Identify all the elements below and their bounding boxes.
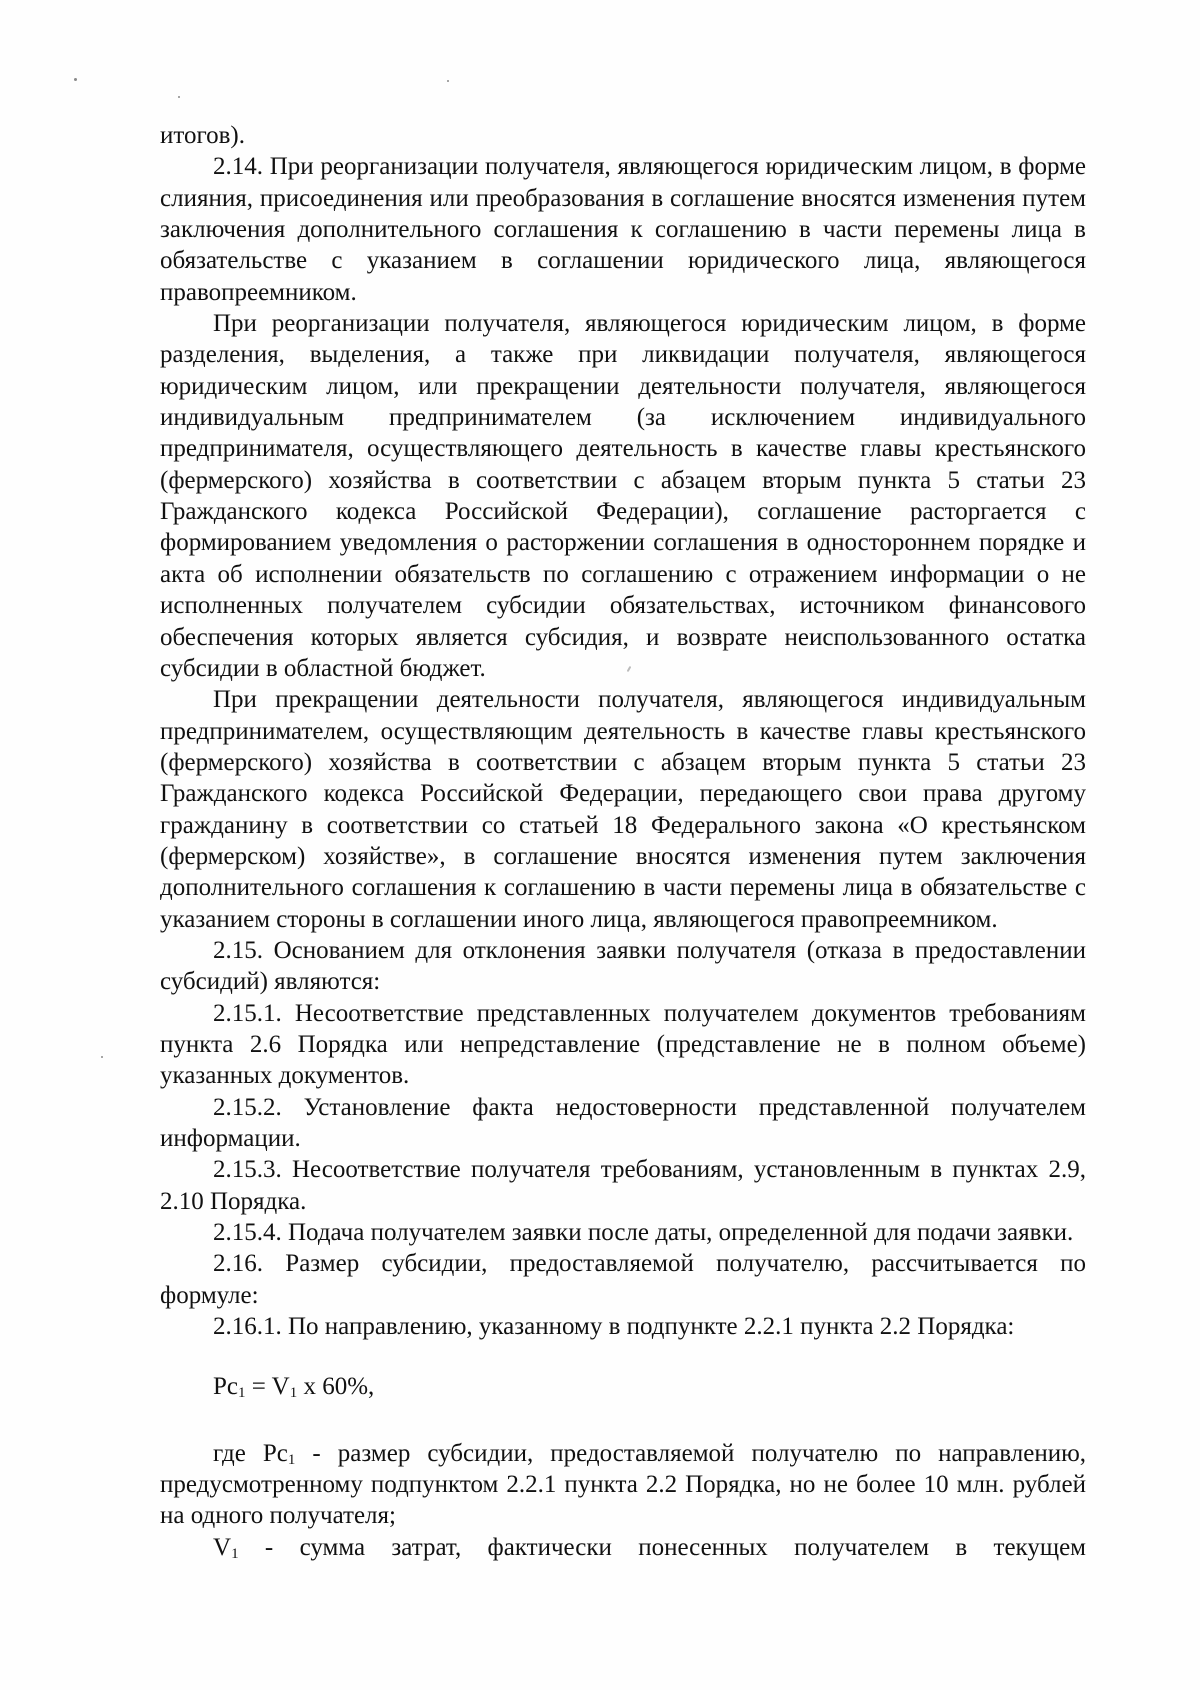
paragraph-2-15-4: 2.15.4. Подача получателем заявки после даты, определенной для подачи заявки. [213, 1219, 1074, 1247]
definition-pc1-subscript: 1 [287, 1451, 296, 1468]
definition-v1 [160, 1532, 1086, 1563]
formula-lhs-subscript: 1 [238, 1385, 246, 1402]
scan-speck [178, 96, 180, 98]
formula-rest: x 60%, [297, 1373, 375, 1401]
scan-speck [447, 80, 449, 82]
definition-pc1 [160, 1438, 1086, 1532]
paragraph-2-15-3: 2.15.3. Несоответствие получателя требованиям, установленным в пунктах 2.9, 2.10 Порядка. [160, 1156, 1086, 1215]
paragraph-reorganization-division: При реорганизации получателя, являющегося юридическим лицом, в форме разделения, выделения, а также при ликвидации получателя, являющегося юридическим лицом, или прекращении деятельности получателя, являющегося индивидуальным предпринимателем (за исключением индивидуального предпринимателя, осуществляющего деятельность в качестве главы крестьянского (фермерского) хозяйства в соответствии с абзацем вторым пункта 5 статьи 23 Гражданского кодекса Российской Федерации), соглашение расторгается с формированием уведомления о расторжении соглашения в одностороннем порядке и акта об исполнении обязательств по соглашению с отражением информации о не исполненных получателем субсидии обязательствах, источником финансового обеспечения которых является субсидия, и возврате неиспользованного остатка субсидии в областной бюджет. [160, 310, 1086, 682]
definition-v1-subscript: 1 [231, 1545, 239, 1562]
paragraph-2-16-1: 2.16.1. По направлению, указанному в подпункте 2.2.1 пункта 2.2 Порядка: [213, 1313, 1015, 1341]
paragraph-2-15: 2.15. Основанием для отклонения заявки получателя (отказа в предоставлении субсидий) являются: [160, 936, 1086, 996]
formula-equals: = V [245, 1373, 290, 1401]
paragraph-2-15-1: 2.15.1. Несоответствие представленных получателем документов требованиям пункта 2.6 Порядка или непредставление (представление не в полном объеме) указанных документов. [160, 999, 1086, 1090]
document-body [160, 120, 1086, 1563]
scan-speck [74, 78, 77, 81]
paragraph-farm-head-termination: При прекращении деятельности получателя, являющегося индивидуальным предпринимателем, осуществляющим деятельность в качестве главы крестьянского (фермерского) хозяйства в соответствии с абзацем вторым пункта 5 статьи 23 Гражданского кодекса Российской Федерации, передающего свои права другому гражданину в соответствии со статьей 18 Федерального закона «О крестьянском (фермерском) хозяйстве», в соглашение вносятся изменения путем заключения дополнительного соглашения к соглашению в части перемены лица в обязательстве с указанием стороны в соглашении иного лица, являющегося правопреемником. [160, 686, 1086, 933]
scan-speck [101, 1056, 103, 1058]
paragraph-2-16: 2.16. Размер субсидии, предоставляемой получателю, рассчитывается по формуле: [160, 1250, 1086, 1309]
subsidy-formula [160, 1371, 1086, 1402]
formula-rhs-subscript: 1 [289, 1385, 298, 1402]
paragraph-continuation: итогов). [160, 122, 245, 149]
definition-v1-text: - сумма затрат, фактически понесенных получателем в текущем [238, 1533, 1086, 1561]
paragraph-2-15-2: 2.15.2. Установление факта недостоверности представленной получателем информации. [160, 1093, 1086, 1152]
formula-lhs: Pc [213, 1373, 238, 1401]
definition-pc1-text: - размер субсидии, предоставляемой получателю по направлению, предусмотренному подпунктом 2.2.1 пункта 2.2 Порядка, но не более 10 млн. рублей на одного получателя; [160, 1439, 1087, 1530]
paragraph-2-14: 2.14. При реорганизации получателя, являющегося юридическим лицом, в форме слияния, присоединения или преобразования в соглашение вносятся изменения путем заключения дополнительного соглашения к соглашению в части перемены лица в обязательстве с указанием в соглашении юридического лица, являющегося правопреемником. [160, 153, 1086, 306]
definition-pc1-prefix: где Pc [213, 1439, 288, 1467]
definition-v1-prefix: V [213, 1533, 232, 1561]
